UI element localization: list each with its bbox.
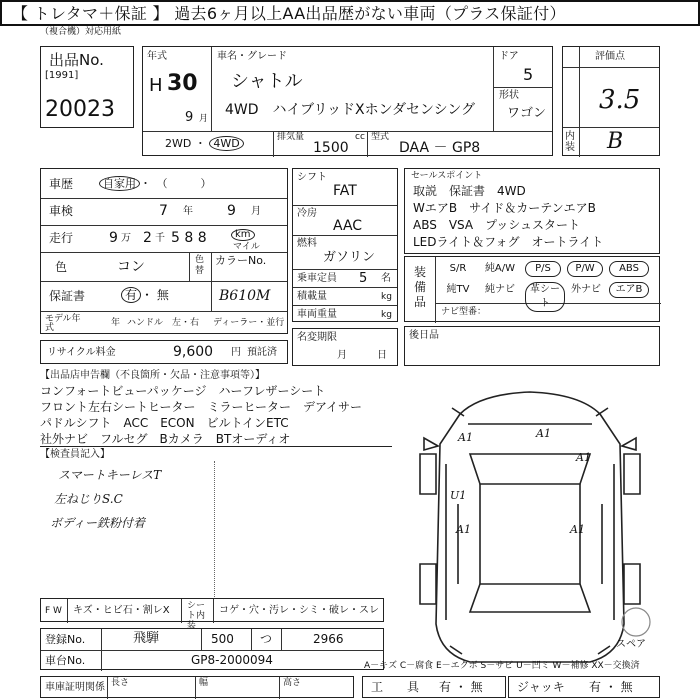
equip-sr: S/R	[449, 263, 467, 274]
shape-label: 形状	[499, 90, 519, 101]
score-box	[562, 46, 660, 156]
spec-block	[292, 168, 398, 322]
cert-length: 長さ	[111, 678, 130, 688]
model-year-unit: 年	[111, 318, 121, 328]
reg-box	[40, 628, 384, 670]
inspector-box	[40, 446, 392, 596]
model-label: 型式	[371, 132, 390, 142]
history-selected: 自家用	[99, 176, 140, 191]
color-value: コン	[117, 259, 145, 275]
sales-line-1: 取説 保証書 4WD	[413, 184, 526, 198]
door-label: ドア	[499, 51, 519, 62]
mark-a1-right-side: A1	[576, 451, 591, 464]
exhibitor-line-2: フロント左右シートヒーター ミラーヒーター デアイサー	[40, 400, 362, 414]
warranty-value: 有 ・ 無	[121, 289, 169, 301]
inspector-line-2: 左ねじりS.C	[54, 492, 123, 506]
equipment-label: 装備品	[414, 265, 427, 309]
cert-height: 高さ	[283, 678, 302, 688]
banner-text: 【 トレタマ＋保証 】 過去6ヶ月以上AA出品歴がない車両（プラス保証付）	[12, 4, 566, 23]
sales-line-4: LEDライト＆フォグ オートライト	[413, 235, 604, 249]
inspector-line-1: スマートキーレスT	[58, 468, 162, 482]
equip-alloy: 純A/W	[484, 263, 516, 274]
banner	[0, 0, 700, 26]
equipment-box	[404, 256, 660, 322]
inspection-label: 車検	[49, 204, 74, 218]
cert-label: 車庫証明関係	[45, 682, 105, 693]
mark-a1-front-left: A1	[458, 431, 473, 444]
mileage-man-unit: 万	[121, 233, 131, 244]
registration-area: 飛騨	[133, 631, 160, 646]
registration-label: 登録No.	[45, 633, 86, 646]
spare-label: スペア	[616, 639, 646, 650]
header-block	[142, 46, 553, 156]
car-diagram	[400, 384, 660, 674]
tools-value: 有 ・ 無	[439, 680, 483, 694]
inspector-line-3: ボディー鉄粉付着	[50, 516, 146, 530]
sales-line-2: WエアB サイド＆カーテンエアB	[413, 201, 596, 215]
handle: ハンドル 左・右	[127, 318, 200, 328]
lot-number: 20023	[45, 97, 115, 122]
fuel-label: 燃料	[297, 238, 317, 249]
mileage-unit: km	[231, 229, 255, 241]
mileage-unit2: マイル	[233, 242, 260, 252]
car-name: シャトル	[231, 71, 303, 92]
equip-abs: ABS	[609, 261, 649, 277]
fw-label: F W	[45, 606, 62, 616]
load-unit: kg	[381, 292, 392, 302]
fw-box	[40, 598, 384, 631]
tools-label: 工 具	[371, 680, 420, 694]
load-label: 積載量	[297, 291, 327, 302]
repaint-label: 色替	[195, 255, 205, 276]
later-label: 後日品	[409, 330, 439, 341]
lot-code: [1991]	[45, 70, 79, 81]
damage-legend: A－キズ C－腐食 E－エクボ S－サビ U－凹ミ W－補修 XX－交換済	[364, 661, 640, 671]
chassis-label: 車台No.	[45, 654, 86, 667]
equip-leather: 革シート	[525, 282, 565, 312]
interior-value: B	[607, 129, 624, 154]
year-era: H	[149, 75, 163, 96]
inspection-year-unit: 年	[183, 206, 193, 217]
model-value: DAA － GP8	[399, 140, 481, 156]
mileage-man: 9	[109, 230, 118, 246]
recycle-unit: 円	[231, 347, 241, 358]
drive-selected: 4WD	[209, 136, 243, 151]
seat-items: コゲ・穴・汚レ・シミ・破レ・スレ	[219, 605, 379, 616]
warranty-label: 保証書	[49, 289, 86, 303]
mileage-label: 走行	[49, 231, 74, 245]
car-outline-svg	[400, 384, 660, 674]
year-month-unit: 月	[199, 114, 209, 124]
jack-label: ジャッキ	[517, 680, 565, 694]
name-change-label: 名変期限	[297, 332, 337, 343]
shift-value: FAT	[333, 183, 357, 199]
registration-class: 500	[211, 632, 234, 646]
exhibitor-line-3: パドルシフト ACC ECON ビルトインETC	[40, 416, 289, 430]
inspection-year: 7	[159, 203, 168, 219]
exhibitor-label: 【出品店申告欄（不良箇所・欠品・注意事項等）】	[40, 370, 265, 381]
shift-label: シフト	[297, 172, 327, 183]
mileage-sen: 2	[143, 230, 152, 246]
lot-label: 出品No.	[49, 51, 104, 69]
name-change-box	[292, 328, 398, 366]
capacity-label: 乗車定員	[297, 273, 337, 284]
equip-navi: 純ナビ	[485, 284, 515, 295]
history-value: 自家用 ・ （ ）	[99, 178, 212, 189]
displacement-value: 1500	[313, 140, 349, 156]
lot-box	[40, 46, 134, 128]
inspection-month-unit: 月	[251, 206, 261, 217]
jack-value: 有 ・ 無	[589, 680, 633, 694]
inspector-label: 【検査員記入】	[40, 449, 110, 460]
registration-kana: つ	[260, 632, 273, 646]
inspection-month: 9	[227, 203, 236, 219]
later-box	[404, 326, 660, 366]
equip-tv: 純TV	[446, 284, 470, 295]
year-label: 年式	[147, 51, 167, 62]
displacement-unit: cc	[355, 132, 365, 142]
equip-pw: P/W	[567, 261, 603, 277]
shape-value: ワゴン	[507, 106, 547, 121]
dealer: ディーラー・並行	[213, 318, 285, 328]
fuel-value: ガソリン	[323, 250, 376, 265]
fw-items: キズ・ヒビ石・割レX	[73, 605, 170, 616]
mark-a1-front-right: A1	[536, 427, 551, 440]
year-month: 9	[185, 110, 194, 125]
recycle-value: 9,600	[173, 344, 214, 360]
colorno-value: B610M	[219, 288, 271, 304]
capacity-unit: 名	[381, 273, 391, 284]
colorno-label: カラーNo.	[215, 254, 267, 267]
registration-number: 2966	[313, 632, 344, 646]
score-value: 3.5	[599, 85, 641, 115]
drive-options: 2WD ・ 4WD	[165, 138, 244, 149]
sales-points-label: セールスポイント	[411, 171, 483, 181]
sales-points-box	[404, 168, 660, 254]
weight-unit: kg	[381, 310, 392, 320]
recycle-note: 預託済	[247, 347, 277, 358]
jack-box	[508, 676, 660, 698]
model-year-label: モデル年式	[45, 314, 81, 333]
mileage-rest: 5 8 8	[171, 230, 207, 246]
cert-box	[40, 676, 354, 698]
seat-label: シート内装	[187, 601, 206, 631]
displacement-label: 排気量	[277, 132, 305, 142]
score-label: 評価点	[595, 51, 625, 62]
warranty-selected: 有	[121, 287, 141, 303]
chassis-value: GP8-2000094	[191, 653, 273, 667]
sales-line-3: ABS VSA プッシュスタート	[413, 218, 581, 232]
history-label: 車歴	[49, 177, 74, 191]
recycle-box	[40, 340, 288, 364]
weight-label: 車両重量	[297, 309, 337, 320]
sub-note: （複合機）対応用紙	[40, 27, 122, 37]
exhibitor-line-4: 社外ナビ フルセグ Bカメラ BTオーディオ	[40, 432, 291, 446]
interior-label: 内装	[565, 131, 575, 153]
mark-u1-left: U1	[450, 489, 467, 502]
detail-block	[40, 168, 288, 334]
mark-a1-left-rear: A1	[456, 523, 471, 536]
tools-box	[362, 676, 506, 698]
exhibitor-line-1: コンフォートビューパッケージ ハーフレザーシート	[40, 384, 326, 398]
equip-ext-navi: 外ナビ	[571, 284, 601, 295]
equip-airbag: エアB	[609, 282, 649, 298]
ac-value: AAC	[333, 218, 363, 234]
color-label: 色	[55, 260, 68, 274]
navi-model-label: ナビ型番：	[441, 307, 487, 317]
car-grade: 4WD ハイブリッドXホンダセンシング	[225, 102, 476, 118]
name-change-unit: 月 日	[337, 350, 387, 361]
recycle-label: リサイクル料金	[47, 347, 116, 358]
equip-ps: P/S	[525, 261, 561, 277]
name-label: 車名・グレード	[217, 51, 287, 62]
mileage-sen-unit: 千	[155, 233, 165, 244]
year-value: 30	[167, 71, 198, 96]
mark-a1-right-rear: A1	[570, 523, 585, 536]
capacity-value: 5	[359, 271, 368, 286]
cert-width: 幅	[199, 678, 209, 688]
door-value: 5	[523, 65, 534, 84]
ac-label: 冷房	[297, 208, 317, 219]
